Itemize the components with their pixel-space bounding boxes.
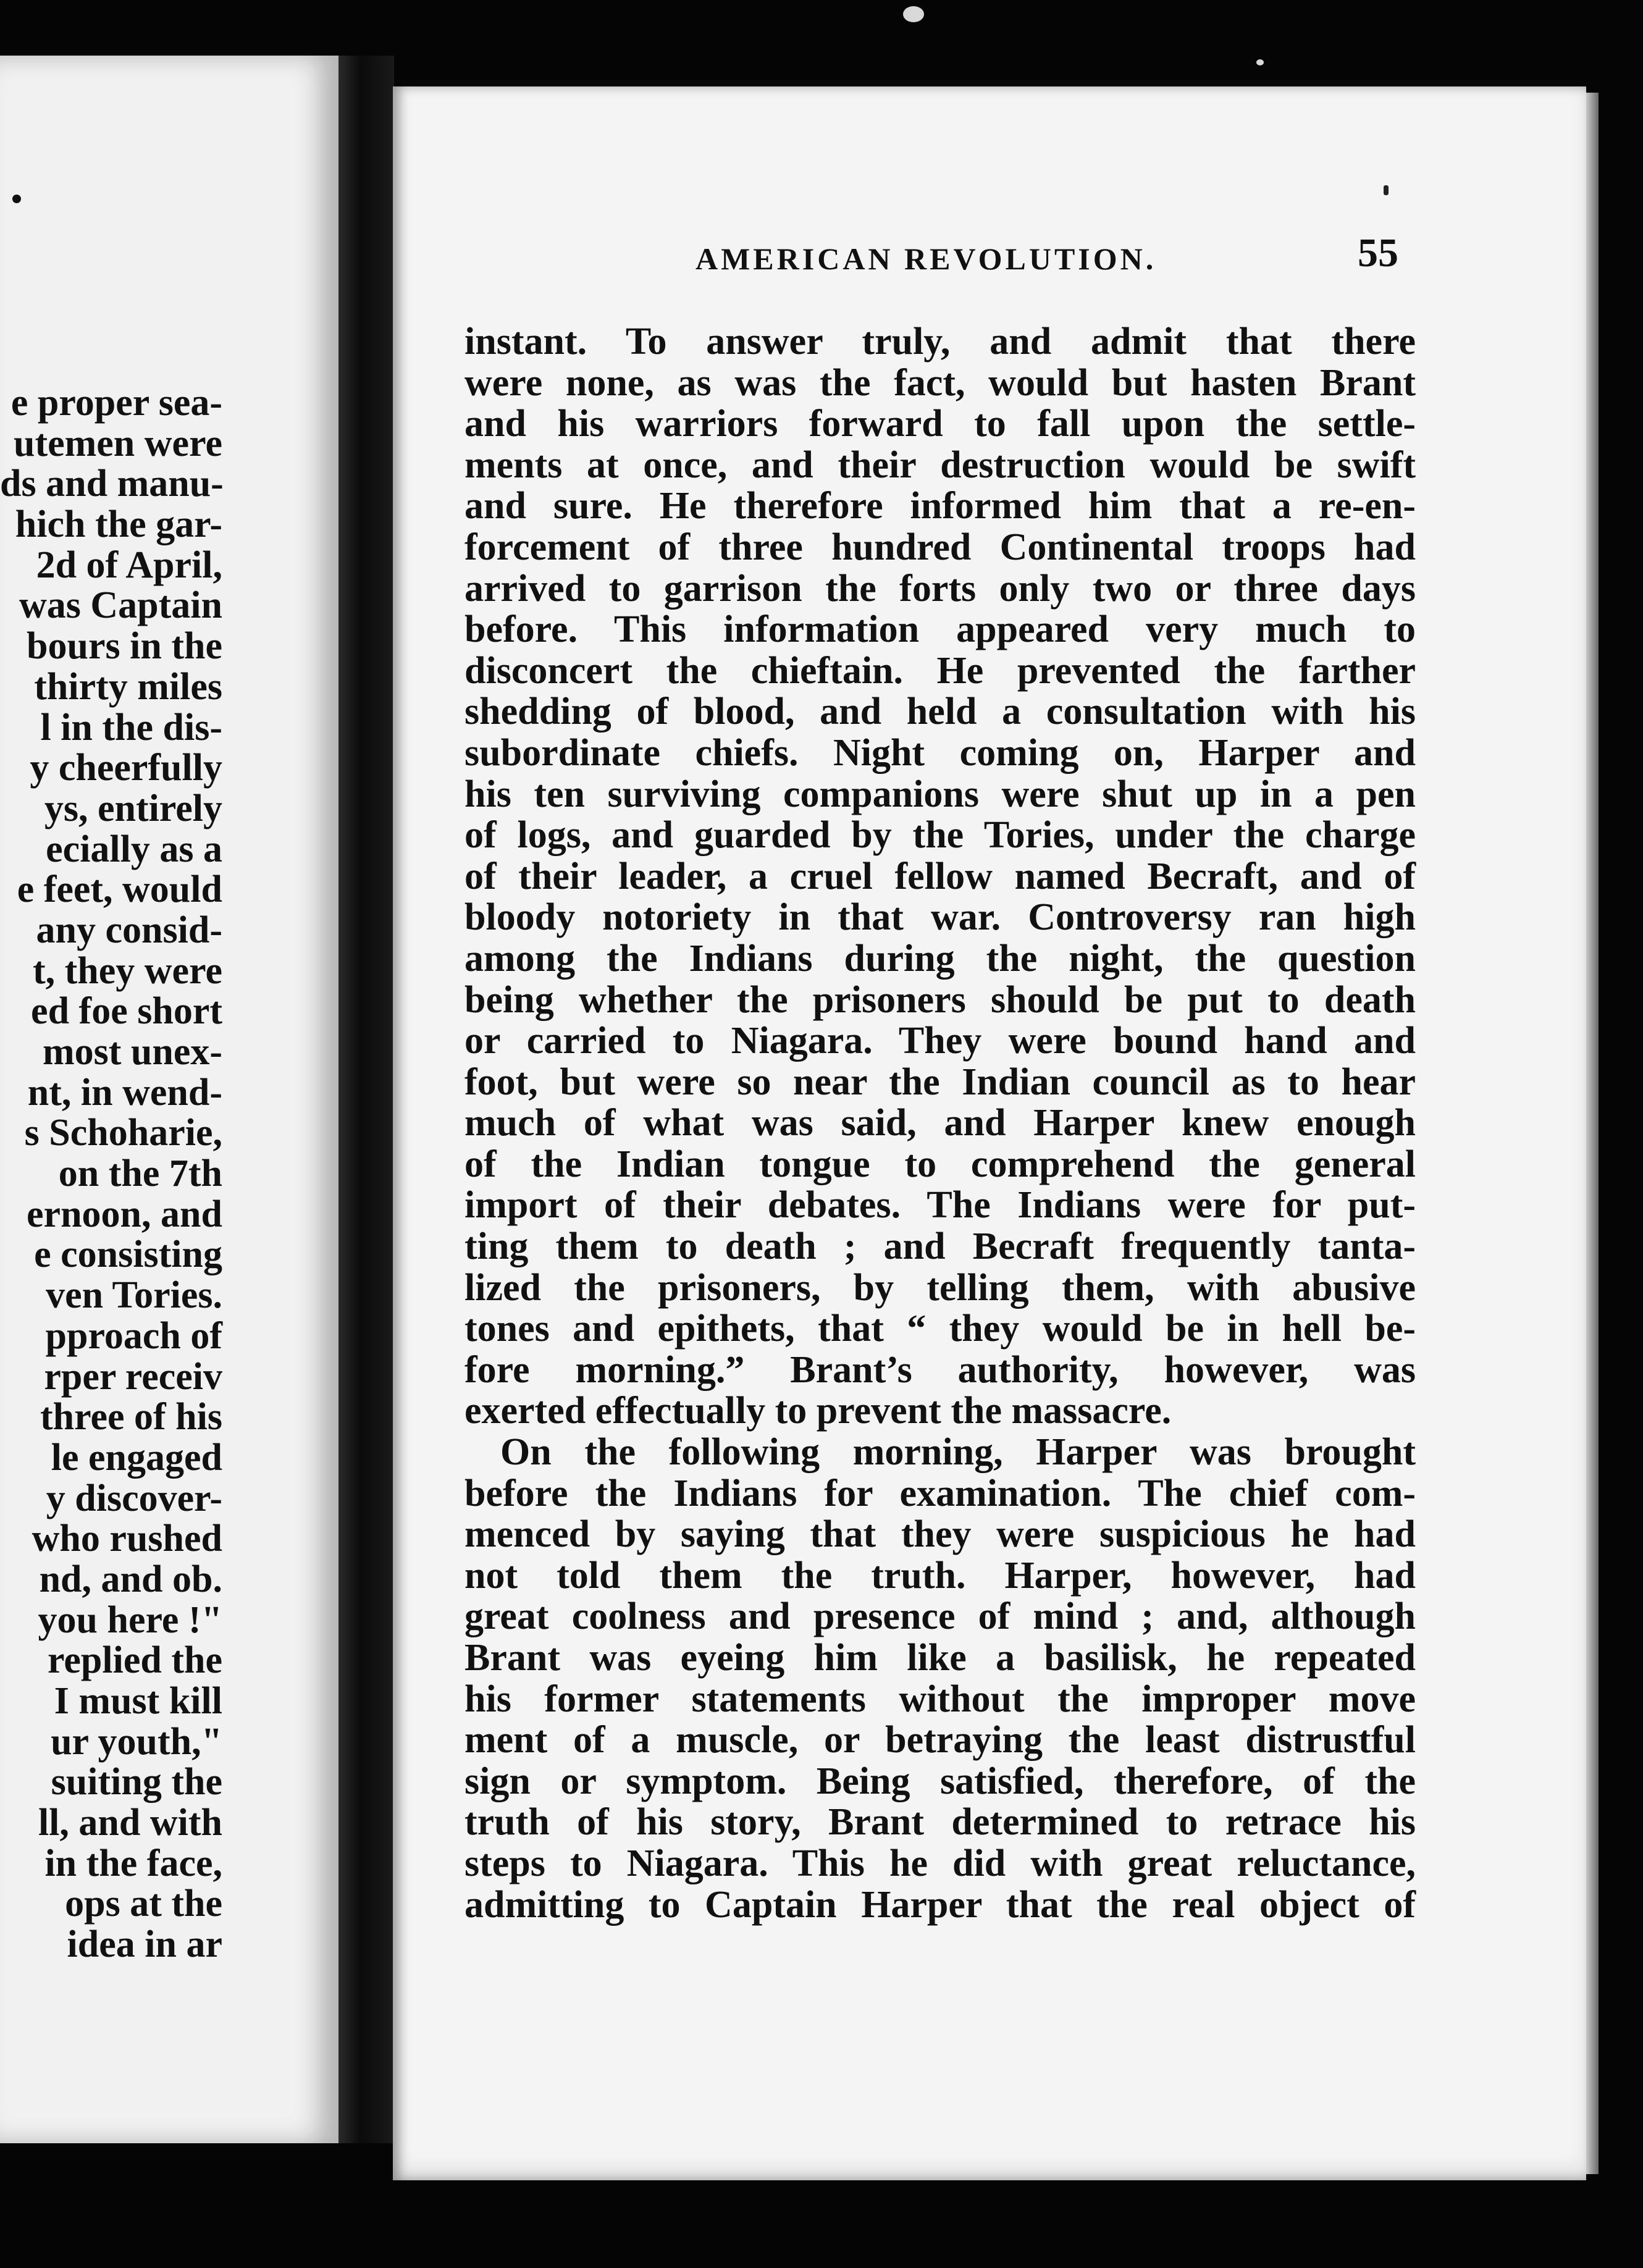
text-line: foot, but were so near the Indian council as to hear (464, 1060, 1416, 1103)
left-page-line: I must kill (54, 1680, 222, 1722)
text-line: forcement of three hundred Continental troops had (464, 526, 1416, 568)
page-mark (1384, 185, 1389, 195)
left-page-line: e feet, would (17, 868, 222, 911)
left-page-line: nd, and ob. (39, 1558, 222, 1600)
text-line: disconcert the chieftain. He prevented the farther (464, 649, 1416, 692)
left-page-line: suiting the (51, 1761, 222, 1804)
text-line: of their leader, a cruel fellow named Becraft, and of (464, 855, 1416, 897)
left-page-line: who rushed (32, 1518, 222, 1560)
text-line: lized the prisoners, by telling them, with abusive (464, 1266, 1416, 1309)
left-page-line: hich the gar- (15, 503, 222, 546)
left-page-line: y cheerfully (30, 747, 222, 789)
text-line: much of what was said, and Harper knew enough (464, 1102, 1416, 1144)
left-facing-page (0, 56, 338, 2143)
text-line: and his warriors forward to fall upon the settle- (464, 403, 1416, 445)
page-mark (12, 195, 21, 203)
text-line: steps to Niagara. This he did with great reluctance, (464, 1842, 1416, 1884)
text-line: menced by saying that they were suspicious he had (464, 1513, 1416, 1556)
text-line: were none, as was the fact, would but hasten Brant (464, 361, 1416, 404)
text-line: of logs, and guarded by the Tories, under the charge (464, 814, 1416, 857)
left-page-line: ops at the (65, 1883, 222, 1925)
left-page-line: e consisting (34, 1233, 222, 1276)
text-line: ment of a muscle, or betraying the least distrustful (464, 1719, 1416, 1762)
left-page-line: three of his (40, 1396, 222, 1438)
text-line: great coolness and presence of mind ; and, although (464, 1595, 1416, 1638)
left-page-line: utemen were (13, 422, 222, 464)
left-page-line: on the 7th (58, 1153, 222, 1195)
left-page-line: was Captain (19, 584, 222, 627)
left-page-line: y discover- (46, 1477, 222, 1519)
left-page-line: ed foe short (31, 990, 222, 1033)
left-page-line: ernoon, and (27, 1193, 222, 1235)
left-page-line: e proper sea- (11, 382, 222, 424)
left-page-line: in the face, (44, 1842, 222, 1884)
left-page-line: nt, in wend- (27, 1071, 222, 1114)
text-line: before the Indians for examination. The chief com- (464, 1472, 1416, 1514)
text-line: being whether the prisoners should be put to death (464, 978, 1416, 1021)
left-page-line: most unex- (42, 1031, 222, 1073)
text-line: or carried to Niagara. They were bound hand and (464, 1020, 1416, 1062)
scan-speck (1256, 59, 1264, 65)
left-page-line: s Schoharie, (24, 1112, 222, 1154)
left-page-line: pproach of (45, 1314, 222, 1357)
right-page (393, 86, 1586, 2180)
page-edge (1586, 93, 1599, 2174)
text-line: shedding of blood, and held a consultation with his (464, 691, 1416, 733)
text-line: his former statements without the improper move (464, 1678, 1416, 1720)
text-line: truth of his story, Brant determined to retrace his (464, 1801, 1416, 1844)
scan-speck (903, 6, 924, 22)
text-line: and sure. He therefore informed him that a re-en- (464, 485, 1416, 527)
text-line: before. This information appeared very much to (464, 608, 1416, 651)
left-page-line: 2d of April, (36, 544, 222, 586)
text-line: his ten surviving companions were shut up in a pen (464, 773, 1416, 815)
text-line: not told them the truth. Harper, however, had (464, 1554, 1416, 1597)
left-page-line: ys, entirely (44, 787, 222, 830)
text-line: import of their debates. The Indians were for put- (464, 1184, 1416, 1227)
text-line: arrived to garrison the forts only two or three days (464, 567, 1416, 610)
book-gutter (338, 56, 394, 2143)
left-page-line: ds and manu- (0, 463, 224, 505)
left-page-line: ecially as a (46, 828, 222, 870)
text-line: admitting to Captain Harper that the real object of (464, 1883, 1416, 1926)
left-page-line: ur youth," (51, 1720, 222, 1763)
left-page-line: idea in ar (67, 1923, 222, 1966)
text-line: ting them to death ; and Becraft frequently tanta- (464, 1225, 1416, 1268)
left-page-line: bours in the (27, 625, 222, 668)
left-page-line: replied the (48, 1639, 222, 1682)
left-page-line: t, they were (32, 949, 222, 992)
left-page-line: ven Tories. (46, 1274, 222, 1317)
left-page-text (0, 383, 222, 1965)
text-line: ments at once, and their destruction would be swift (464, 443, 1416, 486)
text-line: bloody notoriety in that war. Controversy ran high (464, 896, 1416, 939)
left-page-line: any consid- (36, 909, 222, 951)
text-line: tones and epithets, that “ they would be in hell be- (464, 1308, 1416, 1350)
left-page-line: ll, and with (38, 1802, 222, 1844)
page-number: 55 (1358, 230, 1398, 275)
text-line: of the Indian tongue to comprehend the general (464, 1143, 1416, 1185)
running-head: AMERICAN REVOLUTION. (695, 242, 1157, 276)
left-page-line: thirty miles (34, 665, 222, 708)
left-page-line: le engaged (51, 1436, 222, 1479)
left-page-line: you here !" (38, 1598, 222, 1641)
left-page-line: rper receiv (44, 1355, 222, 1398)
text-line: On the following morning, Harper was brought (500, 1431, 1416, 1474)
page-body-text (464, 321, 1416, 1925)
text-line: exerted effectually to prevent the massacre. (464, 1390, 1172, 1432)
text-line: instant. To answer truly, and admit that there (464, 321, 1416, 363)
text-line: fore morning.” Brant’s authority, however, was (464, 1348, 1416, 1391)
text-line: Brant was eyeing him like a basilisk, he repeated (464, 1637, 1416, 1679)
left-page-line: l in the dis- (40, 706, 222, 749)
text-line: subordinate chiefs. Night coming on, Harper and (464, 731, 1416, 774)
text-line: sign or symptom. Being satisfied, therefore, of the (464, 1760, 1416, 1802)
text-line: among the Indians during the night, the question (464, 937, 1416, 980)
